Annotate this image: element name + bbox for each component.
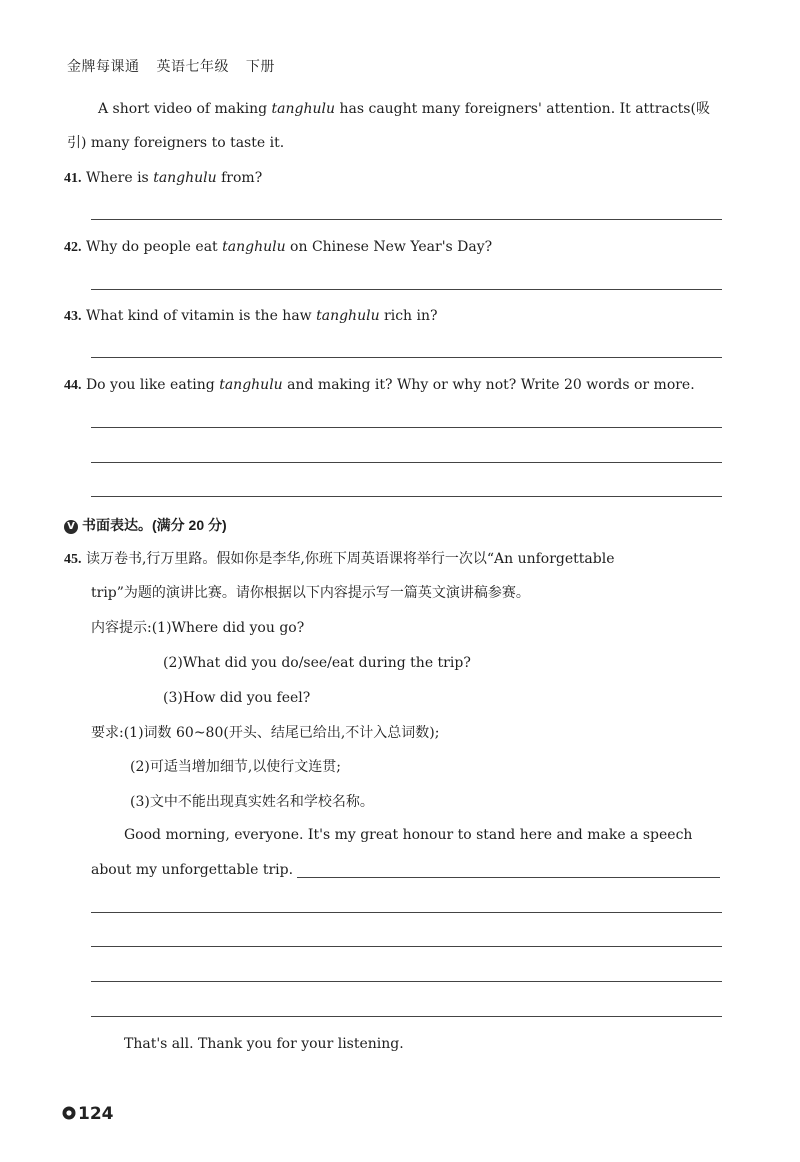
requirement-3: (3)文中不能出现真实姓名和学校名称。 — [130, 794, 374, 810]
requirement-1: (1)词数 60~80(开头、结尾已给出,不计入总词数); — [123, 725, 440, 741]
answer-line-42[interactable] — [91, 289, 722, 290]
essay-line-3[interactable] — [91, 981, 722, 982]
essay-closing: That's all. Thank you for your listening. — [124, 1036, 404, 1052]
question-41: 41. Where is tanghulu from? — [64, 170, 263, 186]
answer-line-44b[interactable] — [91, 462, 722, 463]
flower-icon — [62, 1106, 76, 1120]
essay-blank-inline[interactable] — [297, 863, 720, 878]
section-number-badge: V — [64, 520, 78, 534]
requirement-2: (2)可适当增加细节,以使行文连贯; — [130, 759, 341, 775]
question-44: 44. Do you like eating tanghulu and making it? Why or why not? Write 20 words or more. — [64, 377, 695, 393]
essay-opening-line-1: Good morning, everyone. It's my great honour to stand here and make a speech — [124, 827, 693, 843]
essay-line-1[interactable] — [91, 912, 722, 913]
question-45-line-1: 45. 读万卷书,行万里路。假如你是李华,你班下周英语课将举行一次以“An unforgettable — [64, 551, 615, 567]
answer-line-44c[interactable] — [91, 496, 722, 497]
section-5-title: 书面表达。(满分 20 分) — [82, 517, 227, 533]
essay-opening-line-2: about my unforgettable trip. — [91, 861, 720, 879]
question-45-line-2: trip”为题的演讲比赛。请你根据以下内容提示写一篇英文演讲稿参赛。 — [91, 585, 530, 601]
series-title: 金牌每课通 — [67, 59, 140, 75]
passage-line-2: 引) many foreigners to taste it. — [67, 135, 285, 151]
hint-2: (2)What did you do/see/eat during the trip? — [163, 655, 471, 671]
section-5-heading — [64, 516, 227, 534]
hint-1: (1)Where did you go? — [151, 620, 305, 636]
question-42: 42. Why do people eat tanghulu on Chinese New Year's Day? — [64, 239, 493, 255]
volume-title: 下册 — [245, 59, 275, 75]
hints-label: 内容提示: — [91, 620, 152, 636]
subject-title: 英语七年级 — [156, 59, 229, 75]
answer-line-41[interactable] — [91, 219, 722, 220]
page-number: 124 — [62, 1104, 114, 1124]
answer-line-43[interactable] — [91, 357, 722, 358]
essay-line-2[interactable] — [91, 946, 722, 947]
passage-line-1: A short video of making tanghulu has caught many foreigners' attention. It attracts(吸 — [98, 101, 710, 117]
requirements-line-1 — [91, 724, 439, 742]
question-43: 43. What kind of vitamin is the haw tanghulu rich in? — [64, 308, 438, 324]
hints-line-1 — [91, 619, 304, 637]
hint-3: (3)How did you feel? — [163, 690, 311, 706]
requirements-label: 要求: — [91, 725, 124, 741]
answer-line-44a[interactable] — [91, 427, 722, 428]
essay-line-4[interactable] — [91, 1016, 722, 1017]
page-header — [67, 56, 287, 76]
